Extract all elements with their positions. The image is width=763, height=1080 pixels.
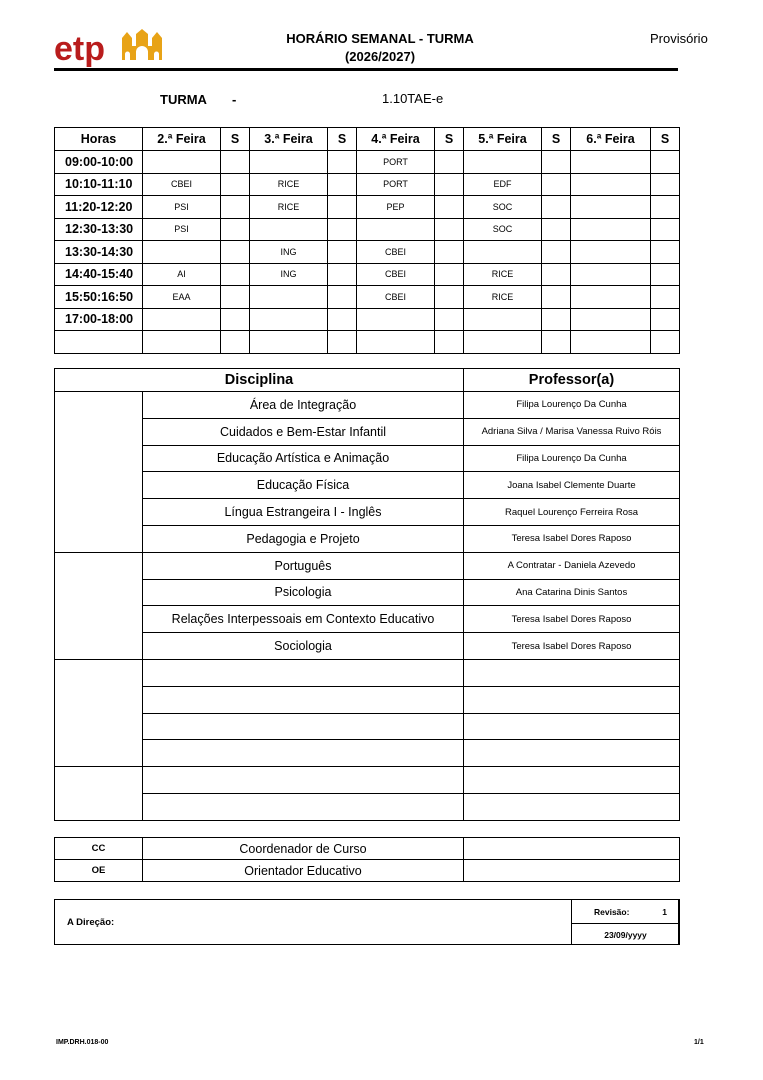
sumario-cell (221, 286, 250, 309)
header-day-5: 5.ª Feira (464, 128, 542, 151)
professor-name (464, 793, 680, 820)
sumario-cell (542, 173, 571, 196)
header-s: S (651, 128, 680, 151)
page-number: 1/1 (694, 1039, 704, 1046)
revision-date: 23/09/yyyy (604, 930, 647, 940)
subject-row (55, 499, 680, 526)
sumario-cell (328, 331, 357, 354)
class-cell (143, 241, 221, 264)
class-cell: PORT (357, 151, 435, 174)
time-slot: 14:40-15:40 (55, 263, 143, 286)
sumario-cell (651, 151, 680, 174)
sumario-cell (651, 263, 680, 286)
subject-row (55, 418, 680, 445)
class-cell (571, 263, 651, 286)
class-cell: RICE (250, 196, 328, 219)
sumario-cell (651, 173, 680, 196)
sumario-cell (328, 173, 357, 196)
header-professor: Professor(a) (464, 369, 680, 392)
time-slot: 10:10-11:10 (55, 173, 143, 196)
logo-text: etp (54, 30, 105, 68)
sumario-cell (542, 331, 571, 354)
discipline-name: Língua Estrangeira I - Inglês (143, 499, 464, 526)
subject-row (55, 767, 680, 794)
professor-name (464, 659, 680, 686)
discipline-name: Pedagogia e Projeto (143, 525, 464, 552)
time-slot (55, 331, 143, 354)
class-cell (571, 173, 651, 196)
professor-name: Teresa Isabel Dores Raposo (464, 606, 680, 633)
class-cell: EAA (143, 286, 221, 309)
sumario-cell (651, 218, 680, 241)
class-cell: PORT (357, 173, 435, 196)
schedule-row (55, 241, 680, 264)
subjects-header-row (55, 369, 680, 392)
revision-box (571, 899, 680, 945)
status-label: Provisório (650, 31, 708, 46)
schedule-header-row (55, 128, 680, 151)
class-cell (250, 151, 328, 174)
sumario-cell (328, 286, 357, 309)
schedule-row (55, 263, 680, 286)
professor-name: A Contratar - Daniela Azevedo (464, 552, 680, 579)
class-cell (571, 151, 651, 174)
class-cell: RICE (464, 263, 542, 286)
class-cell: SOC (464, 196, 542, 219)
class-cell (250, 331, 328, 354)
discipline-name (143, 793, 464, 820)
sumario-cell (328, 218, 357, 241)
schedule-body (55, 151, 680, 354)
discipline-name (143, 713, 464, 740)
time-slot: 11:20-12:20 (55, 196, 143, 219)
sumario-cell (435, 173, 464, 196)
header-day-6: 6.ª Feira (571, 128, 651, 151)
class-cell (143, 308, 221, 331)
sumario-cell (328, 241, 357, 264)
sumario-cell (651, 286, 680, 309)
subject-row (55, 686, 680, 713)
sumario-cell (221, 331, 250, 354)
discipline-name: Cuidados e Bem-Estar Infantil (143, 418, 464, 445)
class-cell (250, 286, 328, 309)
sumario-cell (328, 308, 357, 331)
sumario-cell (328, 263, 357, 286)
turma-value: 1.10TAE-e (382, 91, 444, 106)
class-cell (464, 331, 542, 354)
header-divider (54, 68, 678, 71)
schedule-row (55, 308, 680, 331)
title-line-1: HORÁRIO SEMANAL - TURMA (286, 31, 474, 46)
discipline-name: Relações Interpessoais em Contexto Educativo (143, 606, 464, 633)
discipline-name: Educação Física (143, 472, 464, 499)
sumario-cell (651, 308, 680, 331)
sumario-cell (435, 218, 464, 241)
discipline-name: Psicologia (143, 579, 464, 606)
sumario-cell (651, 331, 680, 354)
sumario-cell (435, 331, 464, 354)
title-line-2: (2026/2027) (344, 49, 416, 64)
time-slot: 17:00-18:00 (55, 308, 143, 331)
class-cell: ING (250, 241, 328, 264)
sumario-cell (221, 173, 250, 196)
time-slot: 09:00-10:00 (55, 151, 143, 174)
time-slot: 12:30-13:30 (55, 218, 143, 241)
professor-name: Ana Catarina Dinis Santos (464, 579, 680, 606)
discipline-name: Português (143, 552, 464, 579)
schedule-row (55, 173, 680, 196)
sumario-cell (221, 151, 250, 174)
sumario-cell (651, 241, 680, 264)
time-slot: 13:30-14:30 (55, 241, 143, 264)
sumario-cell (542, 151, 571, 174)
class-cell (571, 286, 651, 309)
class-cell: CBEI (357, 286, 435, 309)
header-day-4: 4.ª Feira (357, 128, 435, 151)
header-disciplina: Disciplina (55, 369, 464, 392)
subject-row (55, 659, 680, 686)
subject-group-cell (55, 767, 143, 821)
sumario-cell (435, 263, 464, 286)
etp-logo-graphic (54, 26, 174, 70)
class-cell (357, 218, 435, 241)
subject-row (55, 392, 680, 419)
sumario-cell (328, 196, 357, 219)
professor-name (464, 686, 680, 713)
header-horas: Horas (55, 128, 143, 151)
sumario-cell (221, 263, 250, 286)
discipline-name (143, 686, 464, 713)
header-s: S (542, 128, 571, 151)
document-code: IMP.DRH.018-00 (56, 1039, 109, 1046)
discipline-name (143, 740, 464, 767)
subject-group-cell (55, 659, 143, 766)
role-person (464, 860, 680, 882)
header-day-3: 3.ª Feira (250, 128, 328, 151)
schedule-row (55, 331, 680, 354)
class-cell: PSI (143, 196, 221, 219)
subject-row (55, 606, 680, 633)
class-cell: EDF (464, 173, 542, 196)
subject-row (55, 552, 680, 579)
sumario-cell (221, 308, 250, 331)
class-cell (250, 218, 328, 241)
professor-name: Adriana Silva / Marisa Vanessa Ruivo Róis (464, 418, 680, 445)
header-s: S (221, 128, 250, 151)
role-name: Coordenador de Curso (143, 838, 464, 860)
role-code: CC (55, 838, 143, 860)
professor-name: Teresa Isabel Dores Raposo (464, 525, 680, 552)
subject-group-cell (55, 392, 143, 553)
class-cell (464, 308, 542, 331)
header-day-2: 2.ª Feira (143, 128, 221, 151)
role-row (55, 838, 680, 860)
sumario-cell (542, 218, 571, 241)
time-slot: 15:50:16:50 (55, 286, 143, 309)
sumario-cell (651, 196, 680, 219)
sumario-cell (221, 196, 250, 219)
subject-group-cell (55, 552, 143, 659)
sumario-cell (435, 151, 464, 174)
schedule-row (55, 196, 680, 219)
class-cell: AI (143, 263, 221, 286)
subject-row (55, 740, 680, 767)
class-cell (571, 241, 651, 264)
class-cell (571, 196, 651, 219)
subject-row (55, 525, 680, 552)
subject-row (55, 713, 680, 740)
class-cell: PSI (143, 218, 221, 241)
role-row (55, 860, 680, 882)
class-cell: SOC (464, 218, 542, 241)
class-cell (357, 308, 435, 331)
subject-row (55, 472, 680, 499)
class-cell: CBEI (357, 263, 435, 286)
schedule-row (55, 286, 680, 309)
sumario-cell (328, 151, 357, 174)
class-cell (571, 218, 651, 241)
subject-row (55, 579, 680, 606)
role-person (464, 838, 680, 860)
professor-name (464, 713, 680, 740)
class-cell (357, 331, 435, 354)
roles-table (54, 837, 680, 882)
direcao-label: A Direção: (67, 917, 115, 928)
subjects-body (55, 392, 680, 821)
professor-name: Teresa Isabel Dores Raposo (464, 633, 680, 660)
class-cell: RICE (464, 286, 542, 309)
revision-row (572, 900, 679, 924)
professor-name: Joana Isabel Clemente Duarte (464, 472, 680, 499)
discipline-name (143, 659, 464, 686)
professor-name (464, 740, 680, 767)
header-s: S (435, 128, 464, 151)
discipline-name: Educação Artística e Animação (143, 445, 464, 472)
class-cell (250, 308, 328, 331)
professor-name: Filipa Lourenço Da Cunha (464, 392, 680, 419)
etp-logo (54, 26, 174, 70)
class-cell: PEP (357, 196, 435, 219)
schedule-row (55, 151, 680, 174)
sumario-cell (435, 308, 464, 331)
class-cell (571, 308, 651, 331)
document-title (230, 30, 530, 66)
subject-row (55, 445, 680, 472)
turma-dash: - (232, 92, 237, 107)
sumario-cell (221, 218, 250, 241)
class-cell: ING (250, 263, 328, 286)
role-code: OE (55, 860, 143, 882)
subject-row (55, 633, 680, 660)
sumario-cell (542, 286, 571, 309)
turma-label: TURMA (160, 92, 207, 107)
sumario-cell (542, 196, 571, 219)
sumario-cell (221, 241, 250, 264)
class-cell (143, 151, 221, 174)
direcao-box (54, 899, 679, 945)
class-cell: RICE (250, 173, 328, 196)
class-cell: CBEI (143, 173, 221, 196)
sumario-cell (435, 286, 464, 309)
sumario-cell (542, 263, 571, 286)
class-cell (464, 241, 542, 264)
class-cell (571, 331, 651, 354)
professor-name: Filipa Lourenço Da Cunha (464, 445, 680, 472)
schedule-row (55, 218, 680, 241)
sumario-cell (435, 196, 464, 219)
role-name: Orientador Educativo (143, 860, 464, 882)
subjects-table (54, 368, 680, 821)
class-cell (464, 151, 542, 174)
weekly-schedule-table (54, 127, 680, 354)
professor-name (464, 767, 680, 794)
header-s: S (328, 128, 357, 151)
discipline-name: Área de Integração (143, 392, 464, 419)
class-cell: CBEI (357, 241, 435, 264)
discipline-name: Sociologia (143, 633, 464, 660)
sumario-cell (542, 241, 571, 264)
discipline-name (143, 767, 464, 794)
revision-label: Revisão: (594, 907, 630, 917)
revision-number: 1 (662, 907, 667, 917)
sumario-cell (542, 308, 571, 331)
subject-row (55, 793, 680, 820)
professor-name: Raquel Lourenço Ferreira Rosa (464, 499, 680, 526)
sumario-cell (435, 241, 464, 264)
class-cell (143, 331, 221, 354)
